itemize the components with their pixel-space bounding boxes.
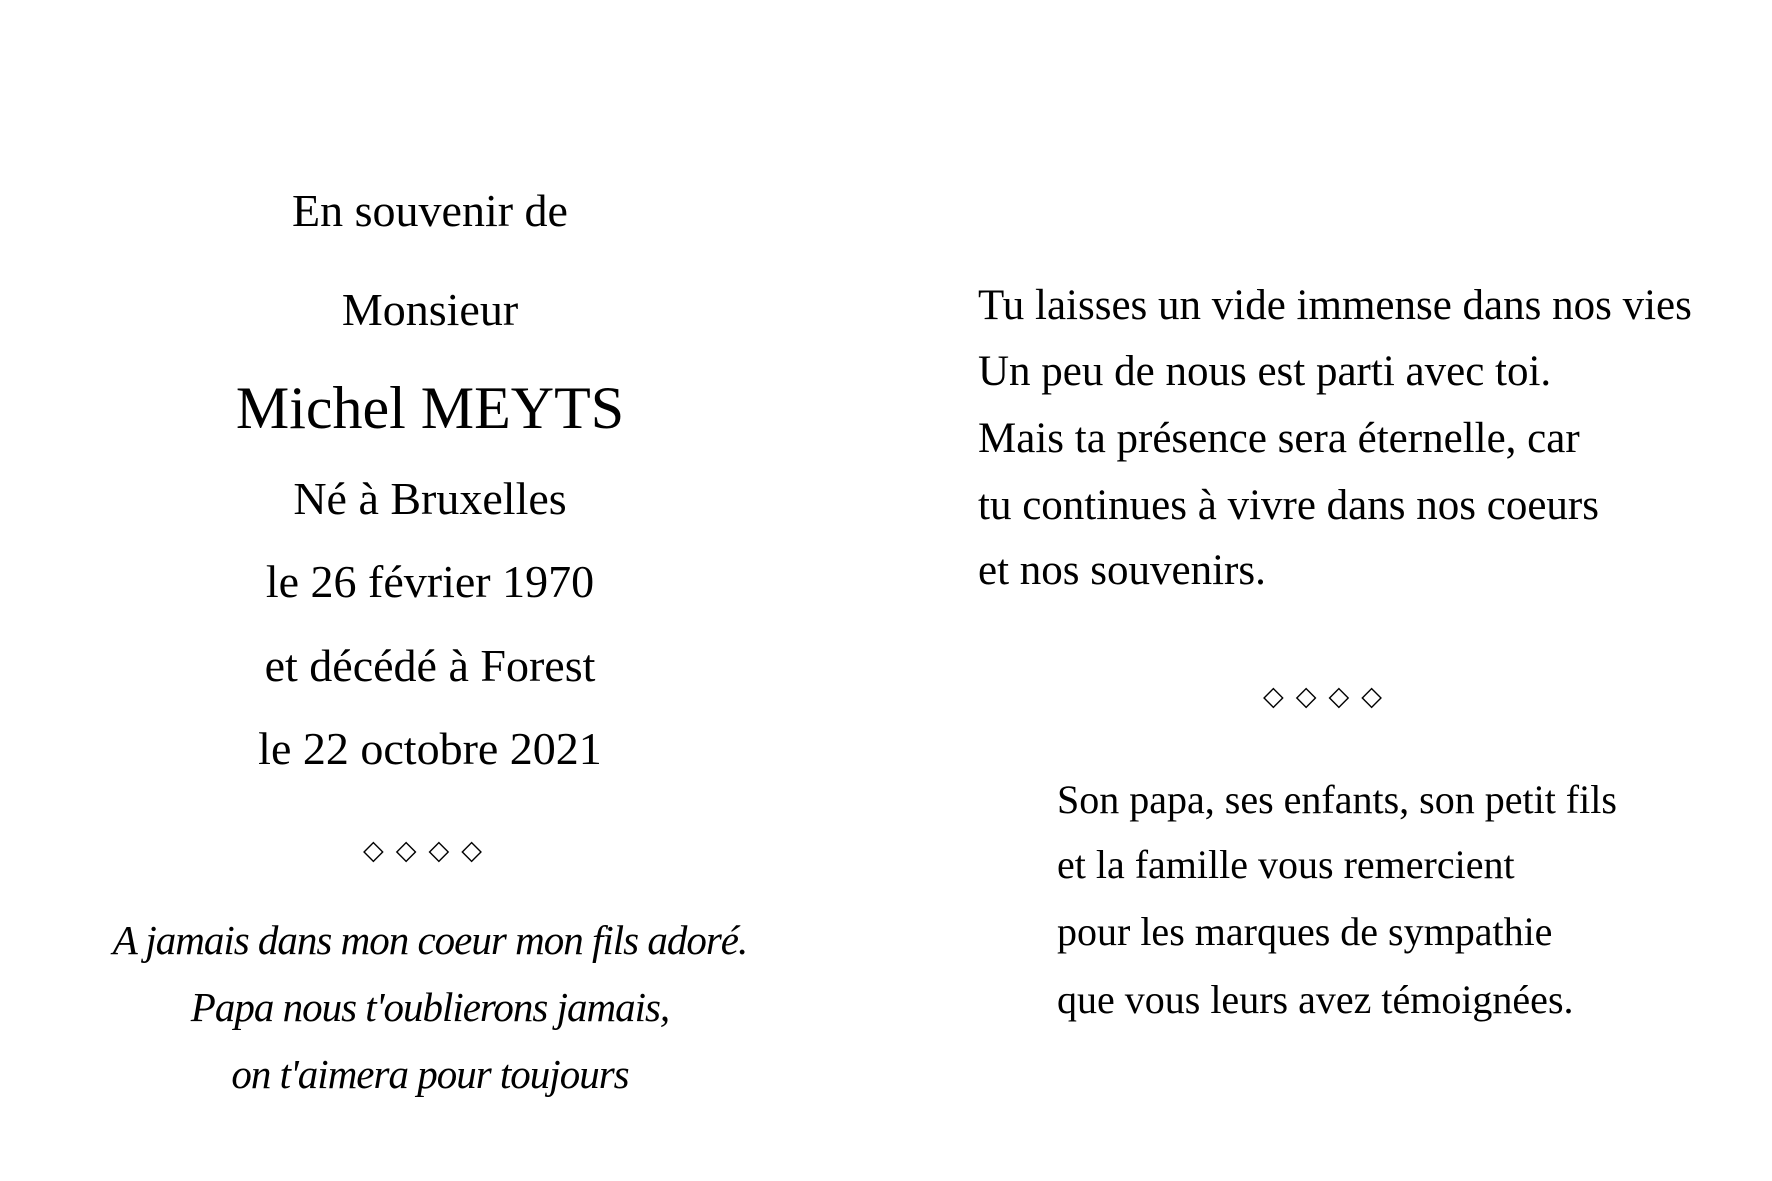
poem-line: Un peu de nous est parti avec toi.	[978, 348, 1552, 395]
diamond-ornament-icon: ◇◇◇◇	[363, 835, 495, 866]
thanks-line: Son papa, ses enfants, son petit fils	[1057, 777, 1617, 822]
thanks-line: que vous leurs avez témoignées.	[1057, 977, 1574, 1022]
deceased-name: Michel MEYTS	[235, 375, 625, 441]
memorial-intro: En souvenir de	[292, 185, 568, 236]
farewell-line: Papa nous t'oublierons jamais,	[190, 984, 670, 1030]
birth-date: le 26 février 1970	[265, 556, 595, 607]
left-panel	[0, 0, 860, 1181]
honorific-title: Monsieur	[341, 284, 519, 335]
death-date: le 22 octobre 2021	[258, 723, 602, 774]
thanks-line: et la famille vous remercient	[1057, 842, 1515, 887]
birth-place: Né à Bruxelles	[293, 473, 567, 524]
right-panel	[960, 0, 1772, 1181]
poem-line: Mais ta présence sera éternelle, car	[978, 415, 1580, 462]
diamond-ornament-icon: ◇◇◇◇	[1263, 681, 1395, 712]
death-place: et décédé à Forest	[264, 640, 596, 691]
thanks-line: pour les marques de sympathie	[1057, 909, 1553, 954]
poem-line: tu continues à vivre dans nos coeurs	[978, 482, 1599, 529]
farewell-line: on t'aimera pour toujours	[231, 1051, 629, 1097]
poem-line: Tu laisses un vide immense dans nos vies	[978, 282, 1692, 329]
poem-line: et nos souvenirs.	[978, 547, 1266, 594]
farewell-line: A jamais dans mon coeur mon fils adoré.	[112, 917, 748, 963]
